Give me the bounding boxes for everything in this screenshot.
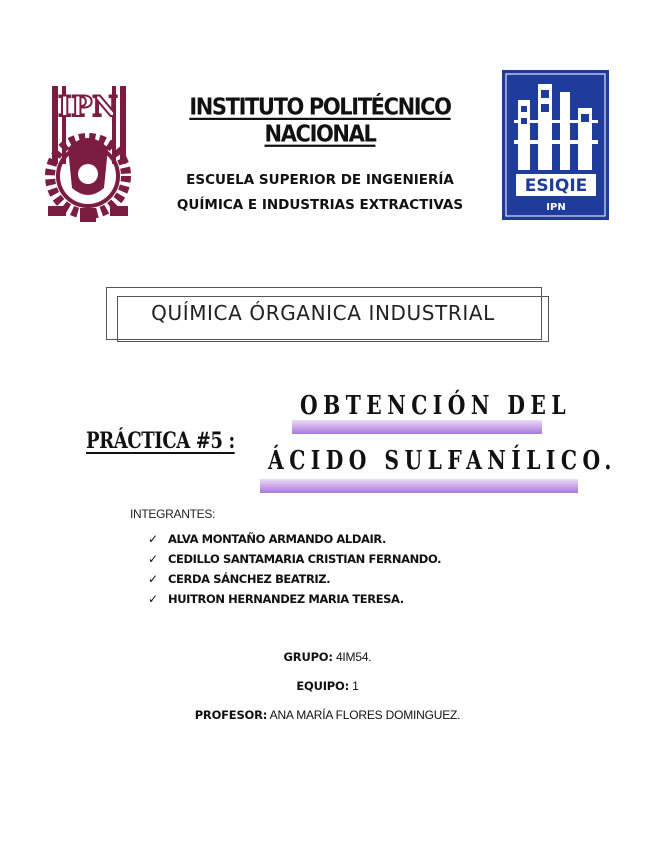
group-label: GRUPO: xyxy=(283,650,333,664)
esiqie-logo-icon xyxy=(502,70,609,220)
svg-text:IPN: IPN xyxy=(546,202,566,213)
school-name-line-1: ESCUELA SUPERIOR DE INGENIERÍA xyxy=(186,172,454,188)
professor-line xyxy=(0,708,655,722)
check-icon: ✓ xyxy=(148,592,158,606)
check-icon: ✓ xyxy=(148,572,158,586)
list-item xyxy=(148,572,441,592)
subject-title: QUÍMICA ÓRGANICA INDUSTRIAL xyxy=(151,301,495,325)
professor-value: ANA MARÍA FLORES DOMINGUEZ. xyxy=(269,708,461,722)
member-name: CEDILLO SANTAMARIA CRISTIAN FERNANDO. xyxy=(168,552,442,566)
check-icon: ✓ xyxy=(148,552,158,566)
title-highlight-2 xyxy=(260,479,578,493)
svg-text:ESIQIE: ESIQIE xyxy=(524,176,588,196)
svg-text:IPN: IPN xyxy=(58,90,118,123)
list-item xyxy=(148,592,441,612)
ipn-logo-icon xyxy=(38,78,138,230)
practice-title-line-1: OBTENCIÓN DEL xyxy=(300,391,572,421)
practice-label: PRÁCTICA #5 : xyxy=(86,428,235,454)
institute-title: INSTITUTO POLITÉCNICO NACIONAL xyxy=(189,93,451,147)
school-name-line-2: QUÍMICA E INDUSTRIAS EXTRACTIVAS xyxy=(176,197,464,213)
list-item xyxy=(148,532,441,552)
professor-label: PROFESOR: xyxy=(194,708,268,722)
member-name: ALVA MONTAÑO ARMANDO ALDAIR. xyxy=(168,532,387,546)
group-value: 4IM54. xyxy=(335,650,372,664)
title-highlight-1 xyxy=(292,420,542,434)
members-list xyxy=(148,532,441,612)
team-label: EQUIPO: xyxy=(296,679,350,693)
check-icon: ✓ xyxy=(148,532,158,546)
team-line xyxy=(0,679,655,693)
team-value: 1 xyxy=(352,679,359,693)
member-name: HUITRON HERNANDEZ MARIA TERESA. xyxy=(168,592,404,606)
member-name: CERDA SÁNCHEZ BEATRIZ. xyxy=(168,572,331,586)
list-item xyxy=(148,552,441,572)
members-label: INTEGRANTES: xyxy=(130,507,216,521)
group-line xyxy=(0,650,655,664)
practice-title-line-2: ÁCIDO SULFANÍLICO. xyxy=(268,446,617,476)
